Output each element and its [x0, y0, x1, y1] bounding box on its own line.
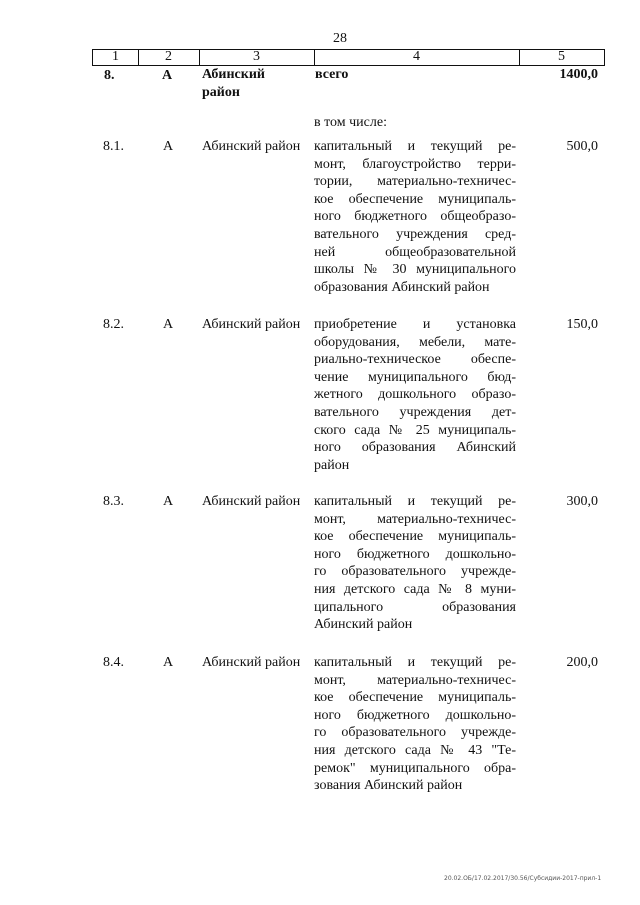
row-district: Абинский район	[202, 494, 301, 509]
row-amount: 200,0	[566, 655, 598, 670]
row-district: Абинский район	[202, 67, 265, 100]
row-number: 8.4.	[103, 655, 124, 670]
row-description: капитальный и текущий ре- монт, благоустройство терри- тории, материально-техничес- кое обеспечение муниципаль- ного бюджетного общеобразо- вательного учреждения сред- ней общеобразовательной школы № 30 муниципального образования Абинский район	[314, 139, 516, 295]
row-amount: 500,0	[566, 139, 598, 154]
row-description: капитальный и текущий ре- монт, материально-техничес- кое обеспечение муниципаль- ного бюджетного дошкольно- го образовательного учрежде- ния детского сада № 43 "Те- ремок" муниципального обра- зования Абинский район	[314, 655, 516, 794]
row-district: Абинский район	[202, 655, 301, 670]
row-number: 8.3.	[103, 494, 124, 509]
row-description: приобретение и установка оборудования, мебели, мате- риально-техническое обеспе- чение муниципального бюд- жетного дошкольного образо- вательного учреждения дет- ского сада № 25 муниципаль- ного образования Абинский район	[314, 317, 516, 473]
row-letter: А	[163, 655, 174, 670]
column-header-2: 2	[165, 49, 172, 64]
row-letter: А	[163, 494, 174, 509]
row-description: всего	[315, 67, 349, 82]
column-header-5: 5	[558, 49, 565, 64]
column-header-row	[92, 49, 605, 66]
column-header-3: 3	[253, 49, 260, 64]
column-header-1: 1	[112, 49, 119, 64]
row-letter: А	[163, 139, 174, 154]
row-letter: А	[163, 317, 174, 332]
row-number: 8.1.	[103, 139, 124, 154]
row-district: Абинский район	[202, 317, 301, 332]
row-amount: 150,0	[566, 317, 598, 332]
row-amount: 300,0	[566, 494, 598, 509]
row-description: капитальный и текущий ре- монт, материально-техничес- кое обеспечение муниципаль- ного бюджетного дошкольно- го образовательного учрежде- ния детского сада № 8 муни- ципального образования Абинский район	[314, 494, 516, 633]
page-number: 28	[333, 31, 347, 46]
subtitle-including: в том числе:	[314, 115, 387, 130]
row-letter: А	[162, 68, 173, 83]
column-header-4: 4	[413, 49, 420, 64]
row-amount: 1400,0	[559, 67, 598, 82]
row-number: 8.	[104, 68, 115, 83]
row-district: Абинский район	[202, 139, 301, 154]
footer-stamp: 20.02.ОБ/17.02.2017/30.56/Субсидии-2017-прил-1	[444, 875, 602, 882]
row-number: 8.2.	[103, 317, 124, 332]
